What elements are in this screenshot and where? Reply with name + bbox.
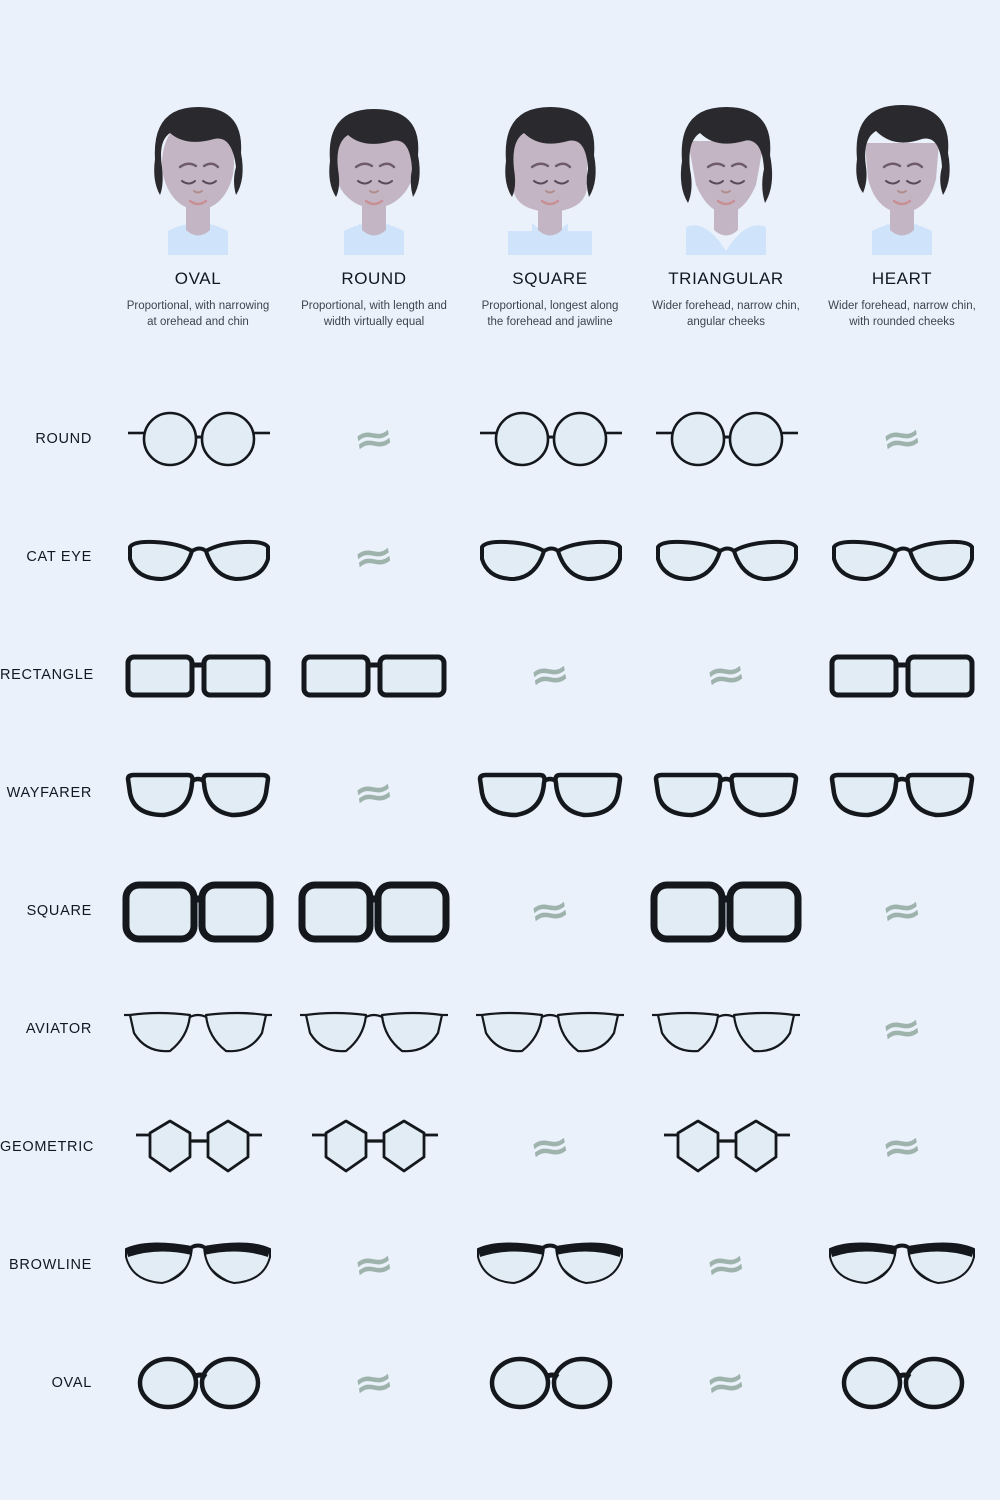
cell-round-square bbox=[462, 380, 638, 498]
face-illustration-round bbox=[304, 55, 444, 255]
cell-aviator-square bbox=[462, 970, 638, 1088]
cell-round-heart bbox=[814, 380, 990, 498]
cell-oval-oval bbox=[110, 1324, 286, 1442]
face-column-round bbox=[286, 55, 462, 365]
not-recommended-icon: ≈ bbox=[525, 1121, 575, 1173]
row-cells bbox=[110, 498, 990, 616]
cell-square-round bbox=[286, 852, 462, 970]
face-shape-description: Wider forehead, narrow chin, with rounded cheeks bbox=[828, 300, 976, 329]
cell-cat-eye-triangular bbox=[638, 498, 814, 616]
face-column-heart bbox=[814, 55, 990, 365]
not-recommended-icon: ≈ bbox=[877, 885, 927, 937]
glasses-style-label: WAYFARER bbox=[6, 785, 92, 801]
cell-square-oval bbox=[110, 852, 286, 970]
cell-browline-oval bbox=[110, 1206, 286, 1324]
row-cells bbox=[110, 734, 990, 852]
cell-rectangle-heart bbox=[814, 616, 990, 734]
glasses-row bbox=[0, 380, 1000, 498]
not-recommended-icon: ≈ bbox=[349, 1357, 399, 1409]
cell-rectangle-square bbox=[462, 616, 638, 734]
cell-aviator-triangular bbox=[638, 970, 814, 1088]
cell-cat-eye-oval bbox=[110, 498, 286, 616]
not-recommended-icon: ≈ bbox=[349, 767, 399, 819]
glasses-row bbox=[0, 498, 1000, 616]
cell-rectangle-triangular bbox=[638, 616, 814, 734]
row-cells bbox=[110, 616, 990, 734]
cell-browline-triangular bbox=[638, 1206, 814, 1324]
not-recommended-icon: ≈ bbox=[701, 1239, 751, 1291]
cell-cat-eye-heart bbox=[814, 498, 990, 616]
cell-round-oval bbox=[110, 380, 286, 498]
face-shape-label: TRIANGULAR bbox=[668, 269, 784, 288]
glasses-row bbox=[0, 1206, 1000, 1324]
face-illustration-square bbox=[480, 55, 620, 255]
cell-wayfarer-heart bbox=[814, 734, 990, 852]
not-recommended-icon: ≈ bbox=[349, 413, 399, 465]
not-recommended-icon: ≈ bbox=[877, 1003, 927, 1055]
face-illustration-triangular bbox=[656, 55, 796, 255]
not-recommended-icon: ≈ bbox=[877, 1121, 927, 1173]
face-shape-description: Wider forehead, narrow chin, angular cheeks bbox=[652, 300, 800, 329]
glasses-style-label: CAT EYE bbox=[26, 549, 92, 565]
cell-rectangle-round bbox=[286, 616, 462, 734]
face-column-square bbox=[462, 55, 638, 365]
row-cells bbox=[110, 852, 990, 970]
face-shape-description: Proportional, longest along the forehead and jawline bbox=[481, 300, 619, 329]
glasses-row bbox=[0, 616, 1000, 734]
row-cells bbox=[110, 1324, 990, 1442]
cell-round-triangular bbox=[638, 380, 814, 498]
glasses-row bbox=[0, 1324, 1000, 1442]
glasses-style-label: BROWLINE bbox=[9, 1257, 92, 1273]
cell-geometric-heart bbox=[814, 1088, 990, 1206]
glasses-style-label: GEOMETRIC bbox=[0, 1139, 95, 1155]
face-column-triangular bbox=[638, 55, 814, 365]
cell-browline-heart bbox=[814, 1206, 990, 1324]
cell-square-triangular bbox=[638, 852, 814, 970]
face-column-oval bbox=[110, 55, 286, 365]
cell-geometric-round bbox=[286, 1088, 462, 1206]
not-recommended-icon: ≈ bbox=[525, 649, 575, 701]
cell-aviator-heart bbox=[814, 970, 990, 1088]
cell-wayfarer-triangular bbox=[638, 734, 814, 852]
not-recommended-icon: ≈ bbox=[349, 531, 399, 583]
glasses-style-label: SQUARE bbox=[26, 903, 92, 919]
cell-wayfarer-square bbox=[462, 734, 638, 852]
cell-geometric-triangular bbox=[638, 1088, 814, 1206]
glasses-row bbox=[0, 852, 1000, 970]
glasses-row bbox=[0, 734, 1000, 852]
glasses-style-label: ROUND bbox=[35, 431, 92, 447]
face-shape-label: ROUND bbox=[341, 269, 407, 288]
face-shape-description: Proportional, with narrowing at orehead and chin bbox=[126, 300, 270, 329]
face-shape-label: SQUARE bbox=[512, 269, 588, 288]
not-recommended-icon: ≈ bbox=[877, 413, 927, 465]
face-shape-label: OVAL bbox=[174, 269, 222, 288]
cell-cat-eye-square bbox=[462, 498, 638, 616]
glasses-style-label: RECTANGLE bbox=[0, 667, 94, 683]
not-recommended-icon: ≈ bbox=[701, 1357, 751, 1409]
cell-oval-square bbox=[462, 1324, 638, 1442]
cell-wayfarer-oval bbox=[110, 734, 286, 852]
cell-geometric-square bbox=[462, 1088, 638, 1206]
cell-browline-square bbox=[462, 1206, 638, 1324]
not-recommended-icon: ≈ bbox=[525, 885, 575, 937]
cell-wayfarer-round bbox=[286, 734, 462, 852]
glasses-style-label: AVIATOR bbox=[25, 1021, 92, 1037]
glasses-style-label: OVAL bbox=[51, 1375, 92, 1391]
glasses-row bbox=[0, 1088, 1000, 1206]
cell-oval-triangular bbox=[638, 1324, 814, 1442]
row-cells bbox=[110, 1088, 990, 1206]
cell-geometric-oval bbox=[110, 1088, 286, 1206]
row-cells bbox=[110, 1206, 990, 1324]
cell-oval-heart bbox=[814, 1324, 990, 1442]
cell-browline-round bbox=[286, 1206, 462, 1324]
row-cells bbox=[110, 970, 990, 1088]
not-recommended-icon: ≈ bbox=[701, 649, 751, 701]
cell-oval-round bbox=[286, 1324, 462, 1442]
row-cells bbox=[110, 380, 990, 498]
glasses-grid bbox=[0, 380, 1000, 1442]
cell-aviator-oval bbox=[110, 970, 286, 1088]
glasses-row bbox=[0, 970, 1000, 1088]
face-shape-description: Proportional, with length and width virtually equal bbox=[301, 300, 447, 329]
cell-rectangle-oval bbox=[110, 616, 286, 734]
face-illustration-oval bbox=[128, 55, 268, 255]
face-header-row bbox=[110, 55, 990, 365]
not-recommended-icon: ≈ bbox=[349, 1239, 399, 1291]
cell-cat-eye-round bbox=[286, 498, 462, 616]
cell-square-heart bbox=[814, 852, 990, 970]
face-illustration-heart bbox=[832, 55, 972, 255]
cell-aviator-round bbox=[286, 970, 462, 1088]
cell-square-square bbox=[462, 852, 638, 970]
face-shape-label: HEART bbox=[871, 269, 933, 288]
cell-round-round bbox=[286, 380, 462, 498]
